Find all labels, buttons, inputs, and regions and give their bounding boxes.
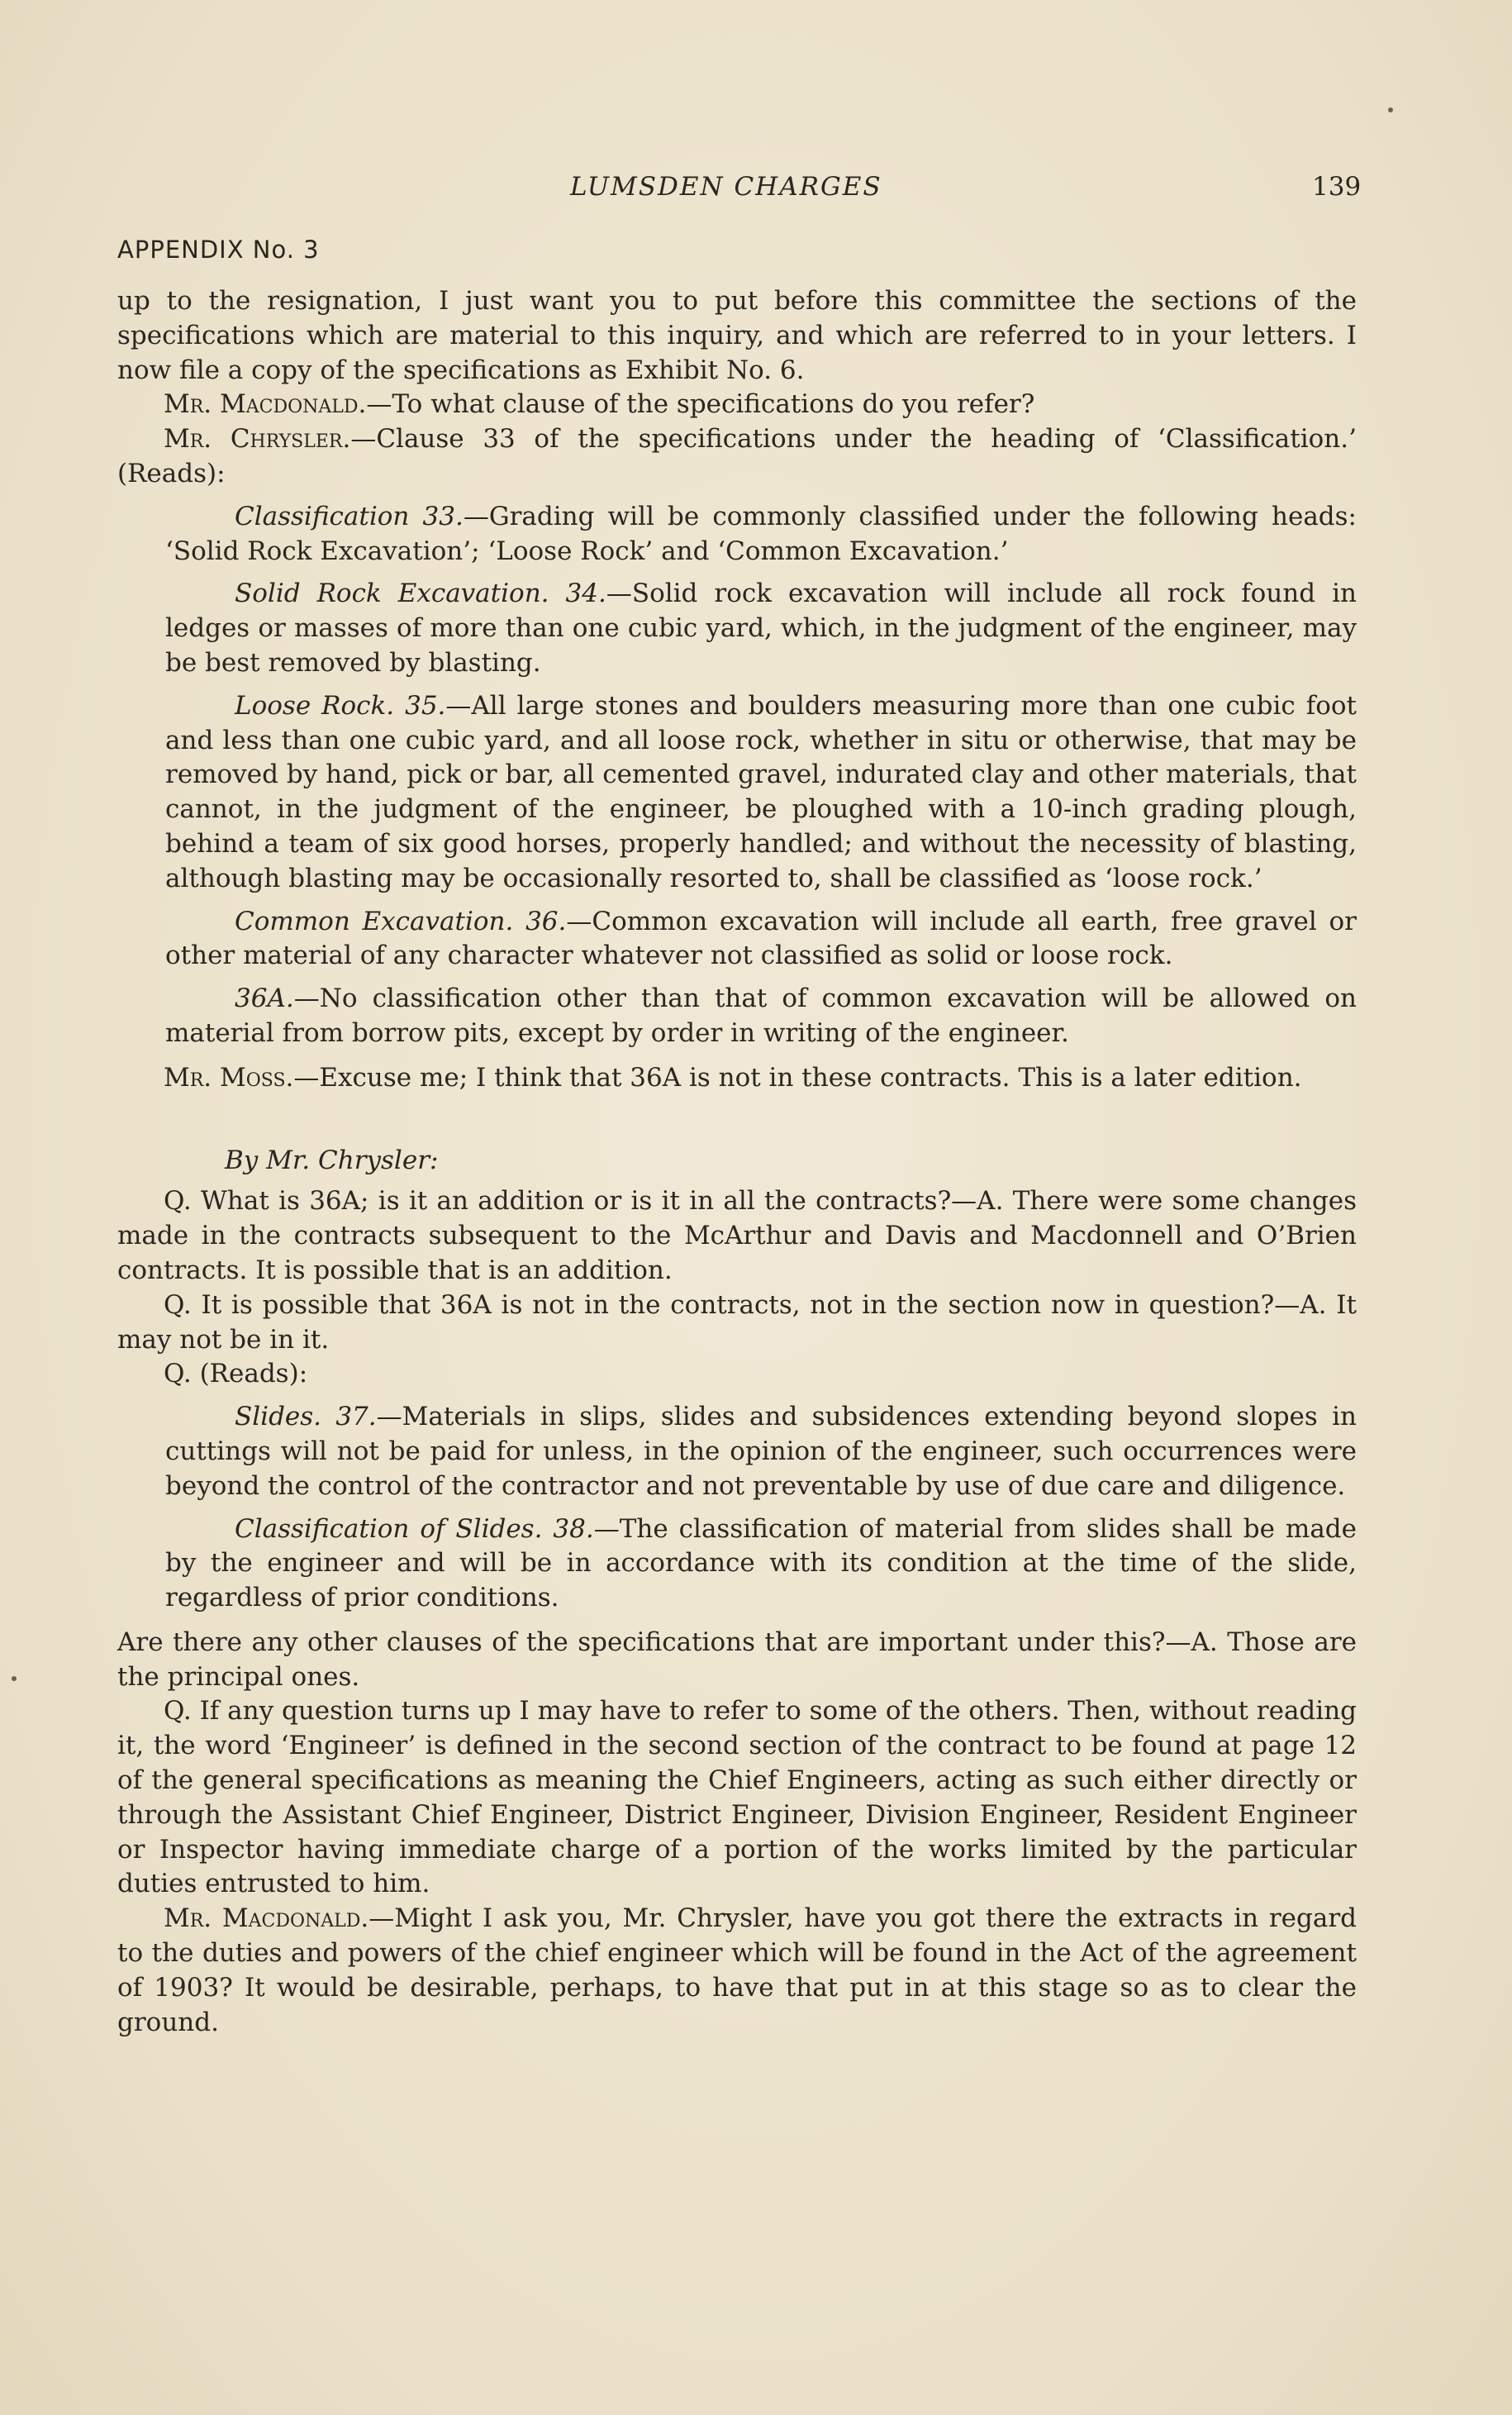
clause-title: Slides. 37. <box>235 1402 377 1432</box>
clause-title: Classification of Slides. 38. <box>235 1513 594 1544</box>
clause-title: Common Excavation. 36. <box>235 906 567 936</box>
paper-speck <box>12 1676 17 1681</box>
paragraph-5: Q. What is 36A; is it an addition or is it in all the contracts?—A. There were some changes made in the contracts subsequent to the McArthur and Davis and Macdonnell and O’Brien contracts. It is possible that is an addition. <box>117 1186 1357 1285</box>
paragraph-7: Q. (Reads): <box>164 1359 308 1389</box>
quoted-clause-38 <box>165 1512 1357 1616</box>
running-header <box>0 172 1512 213</box>
running-title: LUMSDEN CHARGES <box>570 172 882 202</box>
speaker-name: Mr. Chrysler. <box>164 424 351 455</box>
speaker-name: Mr. Moss. <box>164 1062 294 1093</box>
quoted-clause-36 <box>165 905 1357 974</box>
paper-speck <box>1388 107 1393 112</box>
clause-title: Loose Rock. 35. <box>235 690 446 721</box>
speech-text: —Might I ask you, Mr. Chrysler, have you got there the extracts in regard to the duties and powers of the chief engineer which will be found in the Act of the agreement of 1903? It would be desirable, perhaps, to have that put in at this stage so as to clear the ground. <box>117 1903 1357 2037</box>
appendix-label: APPENDIX No. 3 <box>117 236 320 264</box>
clause-text: —The classification of material from slides shall be made by the engineer and will be in accordance with its condition at the time of the slide, regardless of prior conditions. <box>165 1513 1357 1613</box>
clause-title: Classification 33. <box>235 501 464 531</box>
quoted-clause-36a <box>165 982 1357 1051</box>
paragraph-2 <box>117 388 1357 422</box>
paragraph-8: Are there any other clauses of the specifications that are important under this?—A. Those are the principal ones. <box>117 1627 1357 1692</box>
quoted-clause-35 <box>165 689 1357 897</box>
paragraph-9: Q. If any question turns up I may have to refer to some of the others. Then, without reading it, the word ‘Engineer’ is defined in the second section of the contract to be found at page 12 of the general specifications as meaning the Chief Engineers, acting as such either directly or through the Assistant Chief Engineer, District Engineer, Division Engineer, Resident Engineer or Inspector having immediate charge of a portion of the works limited by the particular duties entrusted to him. <box>117 1696 1357 1899</box>
quoted-clause-37 <box>165 1400 1357 1503</box>
page-number: 139 <box>1312 172 1362 202</box>
document-body <box>117 284 1357 2040</box>
clause-text: —Materials in slips, slides and subsidences extending beyond slopes in cuttings will not be paid for unless, in the opinion of the engineer, such occurrences were beyond the control of the contractor and not preventable by use of due care and diligence. <box>165 1402 1357 1501</box>
speech-text: —To what clause of the specifications do you refer? <box>366 389 1035 420</box>
speech-text: —Excuse me; I think that 36A is not in these contracts. This is a later edition. <box>293 1062 1302 1093</box>
clause-text: —Solid rock excavation will include all rock found in ledges or masses of more than one cubic yard, which, in the judgment of the engineer, may be best removed by blasting. <box>165 579 1357 678</box>
clause-text: —All large stones and boulders measuring more than one cubic foot and less than one cubic yard, and all loose rock, whether in situ or otherwise, that may be removed by hand, pick or bar, all cemented gravel, indurated clay and other materials, that cannot, in the judgment of the engineer, be ploughed with a 10-inch grading plough, behind a team of six good horses, properly handled; and without the necessity of blasting, although blasting may be occasionally resorted to, shall be classified as ‘loose rock.’ <box>165 690 1357 893</box>
paragraph-10 <box>117 1902 1357 2040</box>
clause-title: 36A. <box>235 984 294 1014</box>
paragraph-6: Q. It is possible that 36A is not in the contracts, not in the section now in question?—A. It may not be in it. <box>117 1289 1357 1355</box>
clause-text: —No classification other than that of common excavation will be allowed on material from borrow pits, except by order in writing of the engineer. <box>165 984 1357 1048</box>
paragraph-1: up to the resignation, I just want you to put before this committee the sections of the specifications which are material to this inquiry, and which are referred to in your letters. I now file a copy of the specifications as Exhibit No. 6. <box>117 286 1357 385</box>
paragraph-3 <box>117 422 1357 492</box>
clause-text: —Grading will be commonly classified under the following heads: ‘Solid Rock Excavation’; ‘Loose Rock’ and ‘Common Excavation.’ <box>165 501 1357 566</box>
examination-heading: By Mr. Chrysler: <box>225 1145 439 1175</box>
clause-text: —Common excavation will include all earth, free gravel or other material of any character whatever not classified as solid or loose rock. <box>165 906 1357 971</box>
paragraph-4 <box>117 1061 1357 1096</box>
clause-title: Solid Rock Excavation. 34. <box>235 579 606 609</box>
quoted-clause-34 <box>165 577 1357 680</box>
speech-text: —Clause 33 of the specifications under the heading of ‘Classification.’ (Reads): <box>117 424 1357 488</box>
speaker-name: Mr. Macdonald. <box>164 389 367 420</box>
speaker-name: Mr. Macdonald. <box>164 1903 369 1934</box>
quoted-clause-33 <box>165 500 1357 569</box>
